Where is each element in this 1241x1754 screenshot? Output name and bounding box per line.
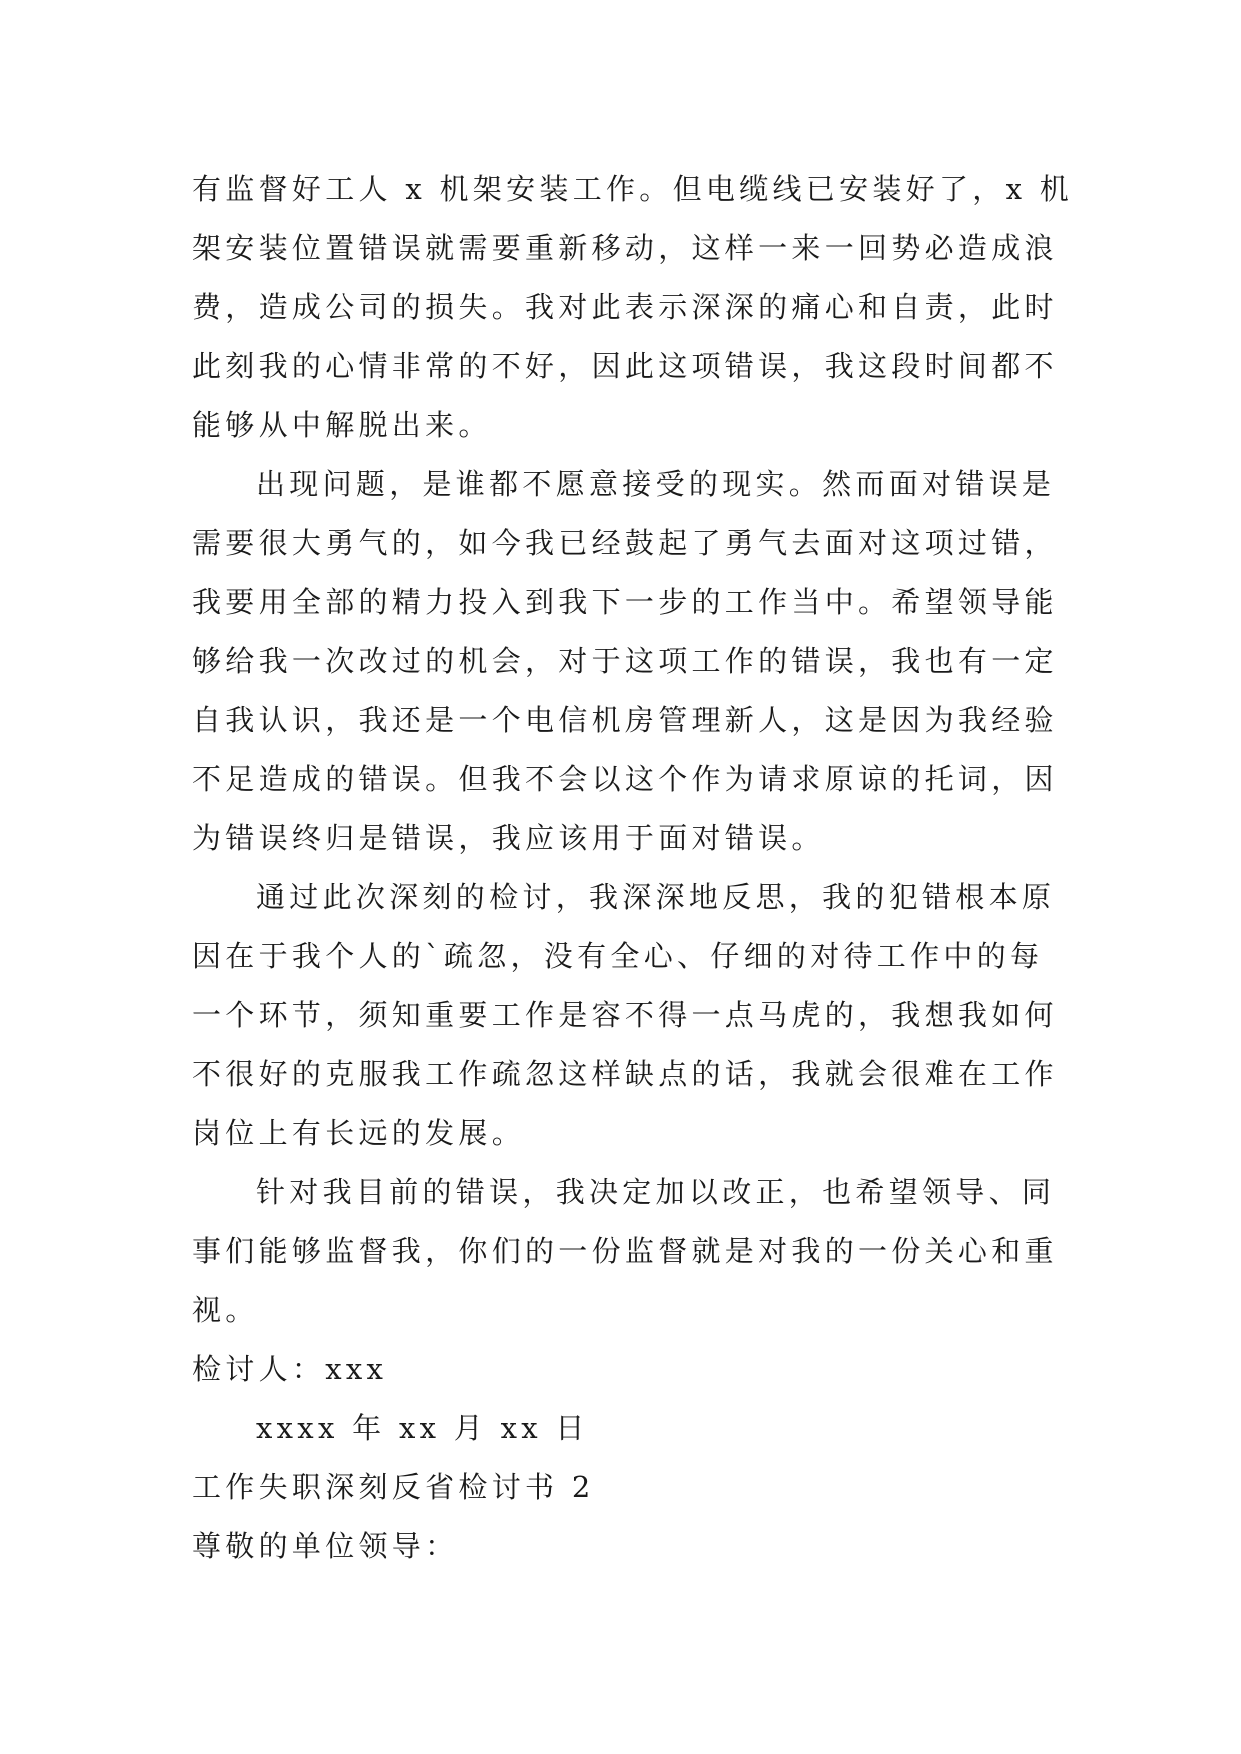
text-line: 需要很大勇气的，如今我已经鼓起了勇气去面对这项过错， <box>192 526 1058 560</box>
text-line: 为错误终归是错误，我应该用于面对错误。 <box>192 821 825 855</box>
text-line: 事们能够监督我，你们的一份监督就是对我的一份关心和重 <box>192 1234 1058 1268</box>
text-line: 架安装位置错误就需要重新移动，这样一来一回势必造成浪 <box>192 231 1058 265</box>
text-line: 自我认识，我还是一个电信机房管理新人，这是因为我经验 <box>192 703 1058 737</box>
text-line: 有监督好工人 x 机架安装工作。但电缆线已安装好了，x 机 <box>192 172 1074 206</box>
text-line: 此刻我的心情非常的不好，因此这项错误，我这段时间都不 <box>192 349 1058 383</box>
paragraph-4 <box>192 1163 1058 1340</box>
signature-line: 检讨人：xxx <box>192 1352 388 1386</box>
document-body <box>192 160 1074 1576</box>
text-line: 岗位上有长远的发展。 <box>192 1116 526 1150</box>
text-line: 因在于我个人的`疏忽，没有全心、仔细的对待工作中的每 <box>192 939 1044 973</box>
text-line: 能够从中解脱出来。 <box>192 408 492 442</box>
text-line: 通过此次深刻的检讨，我深深地反思，我的犯错根本原 <box>256 880 1056 914</box>
section-title: 工作失职深刻反省检讨书 2 <box>192 1470 595 1504</box>
text-line: 够给我一次改过的机会，对于这项工作的错误，我也有一定 <box>192 644 1058 678</box>
text-line: 出现问题，是谁都不愿意接受的现实。然而面对错误是 <box>256 467 1056 501</box>
salutation: 尊敬的单位领导： <box>192 1529 459 1563</box>
paragraph-3 <box>192 868 1058 1163</box>
text-line: 不足造成的错误。但我不会以这个作为请求原谅的托词，因 <box>192 762 1058 796</box>
text-line: 费，造成公司的损失。我对此表示深深的痛心和自责，此时 <box>192 290 1058 324</box>
text-line: 针对我目前的错误，我决定加以改正，也希望领导、同 <box>256 1175 1056 1209</box>
text-line: 视。 <box>192 1293 259 1327</box>
text-line: 一个环节，须知重要工作是容不得一点马虎的，我想我如何 <box>192 998 1058 1032</box>
paragraph-1 <box>192 160 1074 455</box>
date-line: xxxx 年 xx 月 xx 日 <box>256 1411 589 1445</box>
text-line: 我要用全部的精力投入到我下一步的工作当中。希望领导能 <box>192 585 1058 619</box>
paragraph-2 <box>192 455 1058 868</box>
text-line: 不很好的克服我工作疏忽这样缺点的话，我就会很难在工作 <box>192 1057 1058 1091</box>
